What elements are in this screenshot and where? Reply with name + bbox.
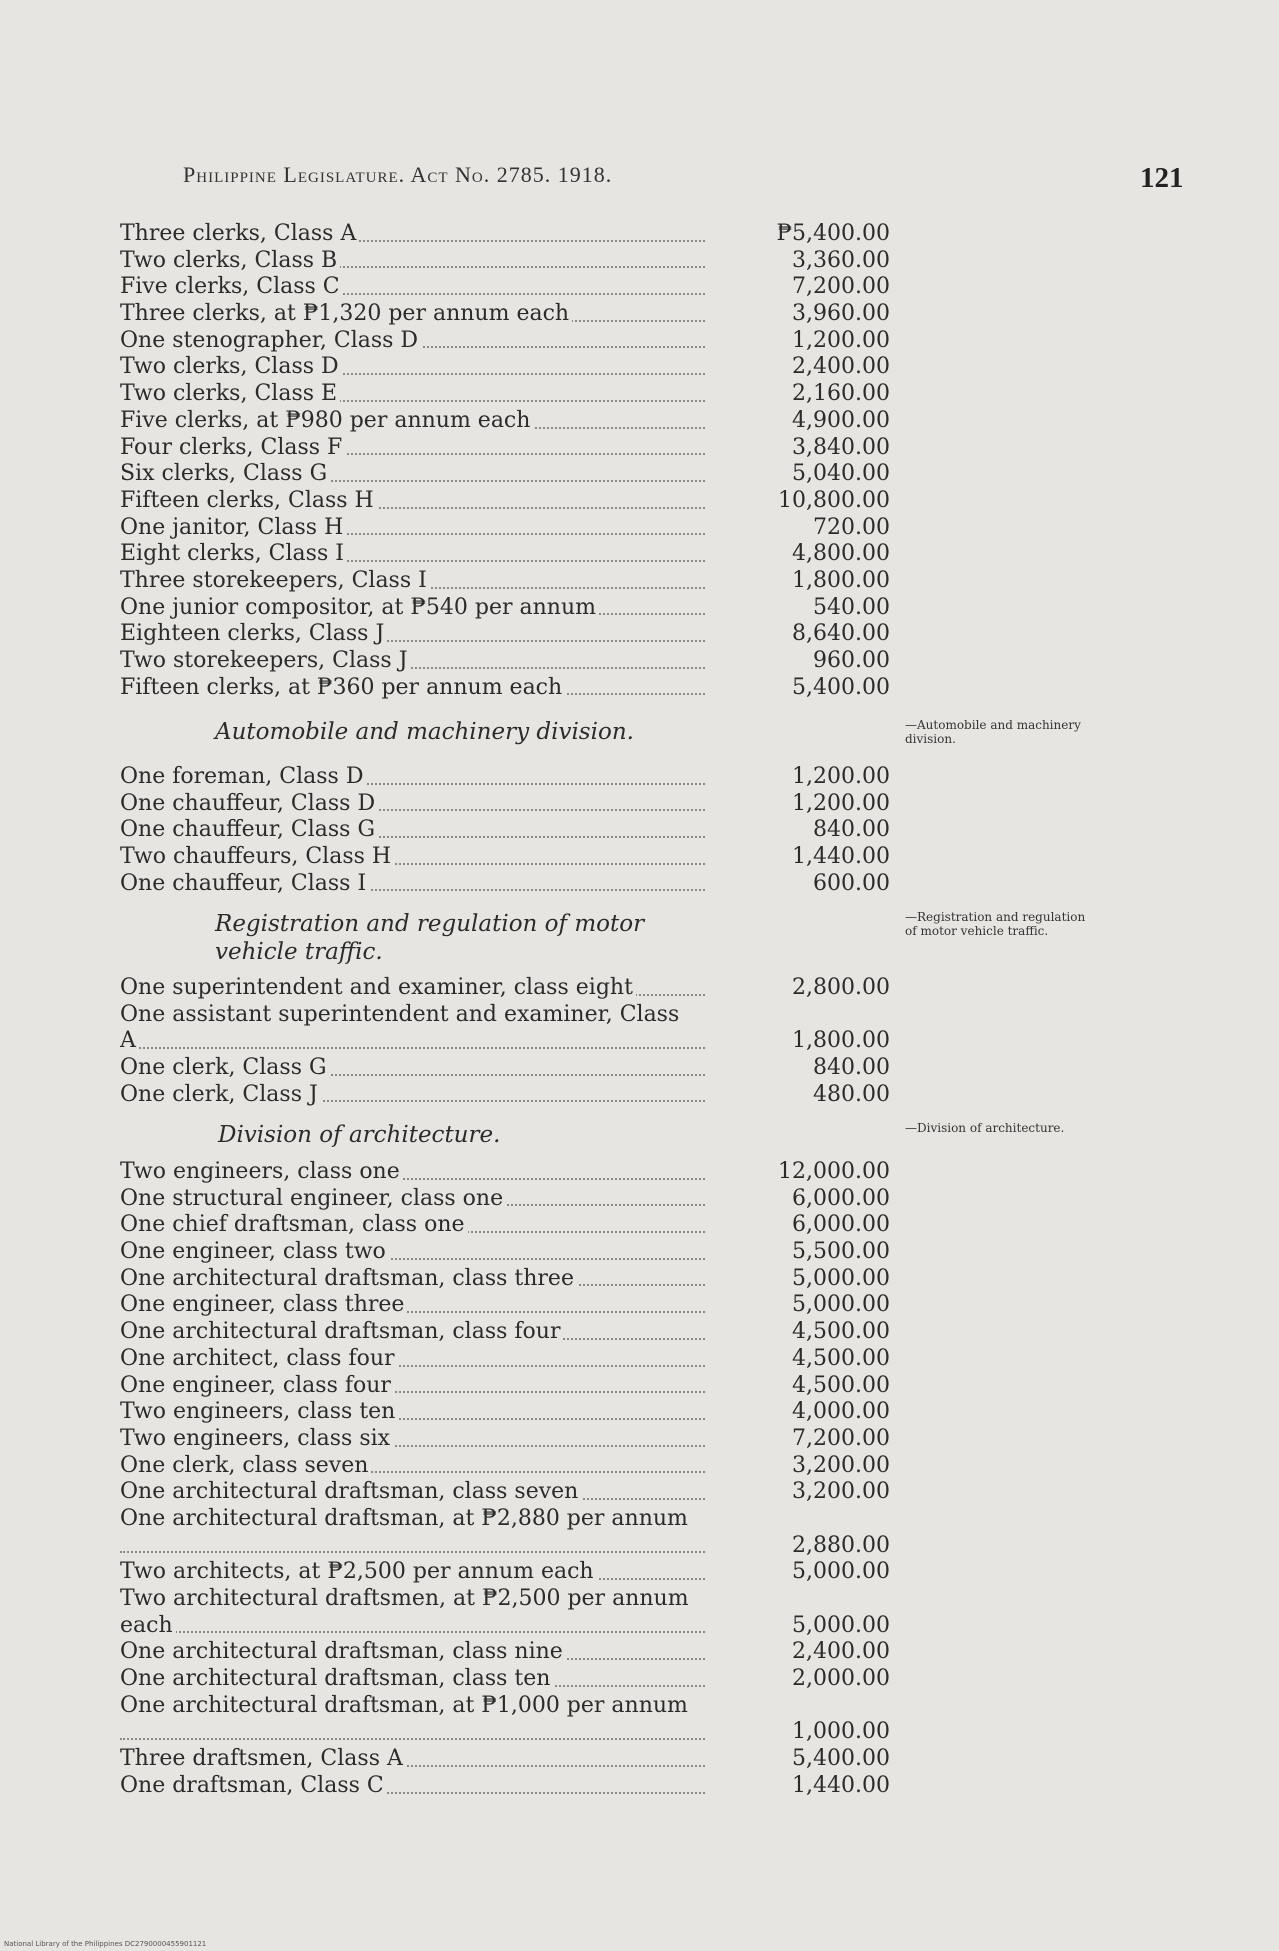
line-item: [0, 541, 1279, 568]
appropriation-list: [0, 975, 1279, 1108]
line-item-description: [120, 1773, 705, 1800]
appropriation-list: [0, 1159, 1279, 1800]
line-item-description-text: Two engineers, class six: [120, 1426, 393, 1451]
line-item-description: [120, 1212, 705, 1239]
page-header: Philippine Legislature. Act No. 2785. 1918.: [183, 162, 613, 187]
section-heading: Registration and regulation of motor vehicle traffic.: [215, 911, 645, 965]
line-item-description-text: One architectural draftsman, class three: [120, 1266, 577, 1291]
line-item-description: [120, 1693, 705, 1720]
line-item: [0, 1186, 1279, 1213]
line-item-description-text: Two storekeepers, Class J: [120, 648, 411, 673]
line-item-amount: 4,000.00: [792, 1399, 890, 1425]
line-item: [0, 1639, 1279, 1666]
line-item-amount: 480.00: [813, 1081, 890, 1107]
line-item-description-text: One architectural draftsman, at ₱1,000 per annum: [120, 1693, 691, 1718]
line-item-description: [120, 1666, 705, 1693]
line-item-description-text: Five clerks, at ₱980 per annum each: [120, 408, 533, 433]
line-item-description-text: One architectural draftsman, at ₱2,880 per annum: [120, 1506, 691, 1531]
line-item-amount: 840.00: [813, 1055, 890, 1081]
line-item-amount: 960.00: [813, 648, 890, 673]
line-item-amount: 5,040.00: [792, 461, 890, 487]
line-item-description: [120, 675, 705, 702]
line-item: [0, 221, 1279, 248]
line-item: [0, 1559, 1279, 1586]
line-item-description: [120, 1319, 705, 1346]
line-item-description: [120, 488, 705, 515]
line-item-description-text: Five clerks, Class C: [120, 274, 343, 299]
line-item-description-text: One draftsman, Class C: [120, 1773, 387, 1798]
line-item-description-text: Four clerks, Class F: [120, 435, 345, 460]
line-item-description-text: Two engineers, class one: [120, 1159, 403, 1184]
line-item-amount: 5,400.00: [792, 1746, 890, 1772]
line-item: [0, 1586, 1279, 1639]
line-item-description: [120, 595, 705, 622]
line-item-description-text: One clerk, Class J: [120, 1082, 321, 1107]
line-item-amount: 7,200.00: [792, 1425, 890, 1451]
line-item: [0, 1666, 1279, 1693]
line-item-description-text: One chauffeur, Class I: [120, 871, 369, 896]
line-item-description: [120, 844, 705, 871]
line-item-amount: 6,000.00: [792, 1212, 890, 1238]
line-item-amount: 3,840.00: [792, 434, 890, 460]
line-item-amount: 2,880.00: [792, 1532, 890, 1558]
line-item-amount: 2,000.00: [792, 1666, 890, 1692]
line-item-description-text: One architectural draftsman, class seven: [120, 1479, 581, 1504]
line-item-description-text: One engineer, class four: [120, 1373, 394, 1398]
margin-note: —Division of architecture.: [905, 1121, 1065, 1135]
line-item-amount: 2,800.00: [792, 975, 890, 1000]
line-item-amount: 540.00: [813, 594, 890, 620]
line-item-description: [120, 1426, 705, 1453]
line-item-description-text: One engineer, class three: [120, 1292, 407, 1317]
line-item-description-text: One architect, class four: [120, 1346, 398, 1371]
line-item-description-text: One superintendent and examiner, class eight: [120, 975, 636, 1000]
dot-leader: [120, 1551, 705, 1553]
margin-note: —Registration and regulation of motor vehicle traffic.: [905, 910, 1086, 938]
line-item-description: [120, 1055, 705, 1082]
line-item-description-text: Three storekeepers, Class I: [120, 568, 430, 593]
line-item: [0, 1002, 1279, 1055]
line-item-amount: ₱5,400.00: [776, 221, 890, 246]
line-item-description-text: One chief draftsman, class one: [120, 1212, 468, 1237]
line-item-description-text: One assistant superintendent and examiner, Class A: [120, 1001, 680, 1054]
line-item-amount: 5,000.00: [792, 1559, 890, 1585]
line-item: [0, 1426, 1279, 1453]
line-item-description-text: Eighteen clerks, Class J: [120, 621, 387, 646]
section-continuation: [0, 221, 1279, 701]
line-item-description-text: One chauffeur, Class D: [120, 791, 378, 816]
line-item-description-text: Three draftsmen, Class A: [120, 1746, 406, 1771]
line-item: [0, 1319, 1279, 1346]
line-item-description: [120, 1399, 705, 1426]
line-item-description: [120, 1266, 705, 1293]
line-item-description-text: One architectural draftsman, class ten: [120, 1666, 553, 1691]
line-item-description: [120, 1506, 705, 1533]
line-item: [0, 1239, 1279, 1266]
line-item-description: [120, 1453, 705, 1480]
line-item-description: [120, 1292, 705, 1319]
line-item: [0, 1082, 1279, 1109]
line-item-description: [120, 1479, 705, 1506]
line-item-description-text: One architectural draftsman, class nine: [120, 1639, 566, 1664]
line-item: [0, 1055, 1279, 1082]
line-item-amount: 8,640.00: [792, 621, 890, 647]
line-item-amount: 2,400.00: [792, 1639, 890, 1665]
line-item-amount: 7,200.00: [792, 274, 890, 300]
line-item-amount: 3,200.00: [792, 1452, 890, 1478]
line-item: [0, 975, 1279, 1002]
appropriation-list: [0, 221, 1279, 701]
line-item-description: [120, 817, 705, 844]
line-item-description: [120, 248, 705, 275]
line-item-description-text: One clerk, Class G: [120, 1055, 330, 1080]
line-item-amount: 4,500.00: [792, 1372, 890, 1398]
line-item-description-text: One chauffeur, Class G: [120, 817, 378, 842]
line-item-amount: 3,200.00: [792, 1479, 890, 1505]
line-item-amount: 720.00: [813, 514, 890, 540]
line-item-description-text: Six clerks, Class G: [120, 461, 330, 486]
line-item-description: [120, 408, 705, 435]
line-item-amount: 2,160.00: [792, 381, 890, 407]
line-item-description: [120, 1639, 705, 1666]
line-item-amount: 4,500.00: [792, 1319, 890, 1345]
line-item: [0, 1746, 1279, 1773]
line-item-description: [120, 975, 705, 1002]
line-item-amount: 3,360.00: [792, 247, 890, 273]
line-item-amount: 1,800.00: [792, 1028, 890, 1054]
line-item: [0, 1266, 1279, 1293]
line-item: [0, 1212, 1279, 1239]
line-item-description: [120, 435, 705, 462]
section-heading: Division of architecture.: [218, 1122, 501, 1148]
line-item-description-text: One janitor, Class H: [120, 515, 346, 540]
line-item-description-text: Three clerks, Class A: [120, 221, 359, 246]
line-item: [0, 1773, 1279, 1800]
line-item-amount: 6,000.00: [792, 1185, 890, 1211]
line-item: [0, 1399, 1279, 1426]
line-item-description-text: Fifteen clerks, at ₱360 per annum each: [120, 675, 565, 700]
line-item-description: [120, 568, 705, 595]
line-item: [0, 1373, 1279, 1400]
line-item: [0, 817, 1279, 844]
line-item-description-text: One stenographer, Class D: [120, 328, 421, 353]
dot-leader: [120, 1738, 705, 1740]
line-item-amount: 4,500.00: [792, 1345, 890, 1371]
line-item-description: [120, 354, 705, 381]
line-item: [0, 1346, 1279, 1373]
line-item-amount: 1,000.00: [792, 1719, 890, 1745]
line-item-amount: 5,000.00: [792, 1612, 890, 1638]
line-item: [0, 1479, 1279, 1506]
line-item-description-text: Three clerks, at ₱1,320 per annum each: [120, 301, 572, 326]
line-item: [0, 354, 1279, 381]
line-item-amount: 1,200.00: [792, 764, 890, 789]
line-item: [0, 568, 1279, 595]
line-item: [0, 381, 1279, 408]
line-item-description: [120, 541, 705, 568]
line-item: [0, 1693, 1279, 1746]
line-item-description-text: One clerk, class seven: [120, 1453, 371, 1478]
line-item-amount: 3,960.00: [792, 301, 890, 327]
line-item-description: [120, 1002, 705, 1055]
line-item-description: [120, 871, 705, 898]
line-item: [0, 1159, 1279, 1186]
line-item: [0, 1506, 1279, 1559]
line-item-amount: 1,200.00: [792, 327, 890, 353]
line-item-description-text: One junior compositor, at ₱540 per annum: [120, 595, 599, 620]
line-item-amount: 10,800.00: [778, 487, 890, 513]
line-item-description: [120, 515, 705, 542]
line-item-description-text: Two chauffeurs, Class H: [120, 844, 394, 869]
line-item: [0, 621, 1279, 648]
line-item-description: [120, 1746, 705, 1773]
margin-note: —Automobile and machinery division.: [905, 718, 1081, 746]
line-item-amount: 1,440.00: [792, 1772, 890, 1798]
line-item-amount: 4,800.00: [792, 541, 890, 567]
line-item-description-text: Two clerks, Class E: [120, 381, 340, 406]
line-item: [0, 301, 1279, 328]
section-heading: Automobile and machinery division.: [215, 719, 634, 745]
line-item-amount: 840.00: [813, 817, 890, 843]
line-item-description: [120, 461, 705, 488]
line-item-description-text: Fifteen clerks, Class H: [120, 488, 377, 513]
line-item-amount: 12,000.00: [778, 1159, 890, 1184]
line-item-amount: 4,900.00: [792, 407, 890, 433]
line-item-amount: 1,440.00: [792, 844, 890, 870]
appropriation-list: [0, 764, 1279, 897]
line-item: [0, 515, 1279, 542]
line-item-amount: 1,800.00: [792, 567, 890, 593]
line-item: [0, 871, 1279, 898]
line-item-description-text: One engineer, class two: [120, 1239, 389, 1264]
line-item-description-text: Two engineers, class ten: [120, 1399, 398, 1424]
line-item-description: [120, 1239, 705, 1266]
line-item: [0, 274, 1279, 301]
line-item-description-text: Two clerks, Class B: [120, 248, 340, 273]
line-item-description-text: Two architectural draftsmen, at ₱2,500 per annum each: [120, 1586, 689, 1638]
line-item: [0, 764, 1279, 791]
footer-credit: National Library of the Philippines DC2790000455901121: [4, 1940, 207, 1948]
line-item-amount: 5,000.00: [792, 1265, 890, 1291]
line-item: [0, 488, 1279, 515]
line-item-description: [120, 791, 705, 818]
line-item-description: [120, 1082, 705, 1109]
line-item-description: [120, 1586, 705, 1639]
line-item: [0, 1453, 1279, 1480]
line-item-amount: 5,000.00: [792, 1292, 890, 1318]
line-item-amount: 5,400.00: [792, 674, 890, 700]
line-item-description: [120, 1373, 705, 1400]
line-item-description-text: One foreman, Class D: [120, 764, 366, 789]
line-item-amount: 2,400.00: [792, 354, 890, 380]
line-item: [0, 408, 1279, 435]
line-item: [0, 675, 1279, 702]
line-item-amount: 600.00: [813, 870, 890, 896]
line-item: [0, 648, 1279, 675]
line-item-description-text: Eight clerks, Class I: [120, 541, 347, 566]
line-item-description: [120, 328, 705, 355]
line-item-amount: 5,500.00: [792, 1239, 890, 1265]
line-item-description: [120, 1186, 705, 1213]
line-item-description: [120, 764, 705, 791]
line-item-description: [120, 648, 705, 675]
line-item: [0, 844, 1279, 871]
line-item: [0, 461, 1279, 488]
line-item-description-text: One architectural draftsman, class four: [120, 1319, 563, 1344]
line-item-description: [120, 1346, 705, 1373]
line-item: [0, 1292, 1279, 1319]
line-item-description-text: Two clerks, Class D: [120, 354, 342, 379]
line-item-description: [120, 1159, 705, 1186]
line-item-description-text: Two architects, at ₱2,500 per annum each: [120, 1559, 597, 1584]
line-item-description: [120, 1559, 705, 1586]
line-item: [0, 328, 1279, 355]
line-item-description: [120, 301, 705, 328]
line-item: [0, 248, 1279, 275]
line-item-description-text: One structural engineer, class one: [120, 1186, 506, 1211]
line-item: [0, 791, 1279, 818]
line-item-amount: 1,200.00: [792, 790, 890, 816]
line-item-description: [120, 274, 705, 301]
line-item: [0, 595, 1279, 622]
line-item: [0, 435, 1279, 462]
line-item-description: [120, 381, 705, 408]
page-number: 121: [1140, 162, 1184, 194]
line-item-description: [120, 221, 705, 248]
line-item-description: [120, 621, 705, 648]
